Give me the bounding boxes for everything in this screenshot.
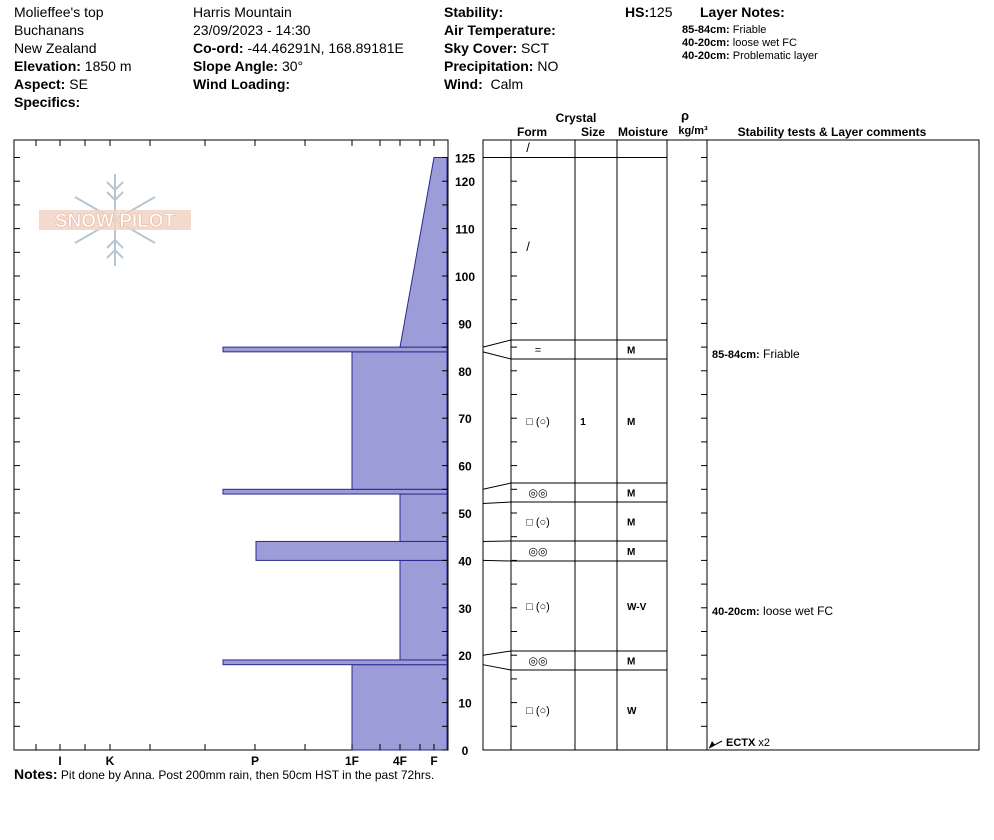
stability-test [726,737,770,749]
sky-value: SCT [521,40,550,56]
depth-tick-label: 50 [458,507,472,521]
elevation-label: Elevation: [14,58,81,74]
moisture-value: M [627,488,636,500]
datetime: 23/09/2023 - 14:30 [193,22,311,38]
layer-comments [709,347,833,749]
hardness-tick-label: I [58,754,62,768]
crystal-form: □ (○) [526,516,550,529]
aspect-value: SE [69,76,88,92]
depth-tick-label: 10 [458,696,472,711]
layer-note-text: Friable [732,24,767,36]
header-density-unit: kg/m³ [678,125,708,137]
depth-tick-label: 120 [454,175,476,190]
depth-tick-label: 70 [458,412,472,427]
wind-loading-label: Wind Loading: [193,76,291,92]
hardness-layer [400,494,447,541]
depth-tick-label: 0 [461,744,469,758]
header-form: Form [517,125,547,139]
layer-note-range: 40-20cm: [682,50,730,62]
snowpilot-logo [39,174,191,266]
hardness-layer [352,352,447,489]
header-crystal: Crystal [555,111,597,125]
layer-comment [712,604,833,618]
depth-tick-label: 30 [458,601,472,616]
coord-label: Co-ord: [193,40,244,56]
stability-label: Stability: [444,4,504,20]
layer-comment-text: loose wet FC [759,604,834,618]
crystal-size: 1 [580,417,586,428]
range-name: Buchanans [14,22,85,38]
moisture-value: M [627,417,636,428]
layer-connector [483,665,511,670]
hardness-tick-label: 1F [344,754,360,768]
layer-note-text: Problematic layer [732,50,818,62]
notes-text: Pit done by Anna. Post 200mm rain, then 50cm HST in the past 72hrs. [60,768,435,782]
sky-label: Sky Cover: [444,40,518,56]
stability-test-result: x2 [755,737,771,749]
layer-connector [483,651,511,655]
crystal-form: / [526,140,530,155]
air-temp-label: Air Temperature: [444,22,556,38]
wind-label: Wind: [444,76,483,92]
layer-note-range: 40-20cm: [682,37,730,49]
stability-test-name: ECTX [726,737,756,749]
crystal-form: □ (○) [526,705,550,717]
crystal-form: □ (○) [526,601,550,613]
crystal-form: □ (○) [526,416,550,428]
layer-connector [483,352,511,359]
moisture-value: M [627,656,636,668]
layer-connector [483,560,511,561]
layer-note-range: 85-84cm: [682,24,730,36]
crystal-form: = [534,344,542,357]
layer-connector [483,483,511,489]
specifics-label: Specifics: [14,94,81,110]
moisture-value: W [627,706,637,717]
depth-tick-label: 125 [454,151,476,166]
moisture-value: M [627,517,636,529]
depth-tick-label: 20 [458,649,472,664]
hardness-layer [400,158,447,348]
hardness-profile [223,158,447,751]
precip-value: NO [537,58,559,74]
crystal-form: ◎◎ [528,546,548,558]
hardness-layer [256,541,447,560]
precip-label: Precipitation: [444,58,534,74]
notes-label: Notes: [14,766,58,782]
hs-value: 125 [649,4,673,20]
header-stability-comments: Stability tests & Layer comments [737,125,927,139]
country-name: New Zealand [14,40,97,56]
layer-comment [712,347,800,361]
wind-value: Calm [490,76,524,92]
logo-text: SNOW PILOT [54,211,176,232]
area-name: Harris Mountain [193,4,292,20]
depth-tick-label: 80 [458,364,472,379]
layer-table-frame [483,140,979,750]
crystal-form: ◎◎ [528,655,548,668]
crystal-form: ◎◎ [528,487,548,500]
hardness-layer [223,660,447,665]
layer-comment-range: 40-20cm: [712,606,760,618]
slope-label: Slope Angle: [193,58,279,74]
layer-notes-title-text: Layer Notes: [700,4,785,20]
hardness-layer [223,347,447,352]
layer-comment-range: 85-84cm: [712,349,760,361]
depth-tick-label: 40 [458,554,472,569]
hardness-layer [223,489,447,494]
hs-label: HS: [625,4,650,20]
layer-note-text: loose wet FC [732,37,797,49]
moisture-value: W-V [627,602,647,613]
layer-connector [483,502,511,504]
elevation-value: 1850 m [84,58,132,74]
hardness-tick-label: 4F [392,754,408,768]
depth-tick-label: 90 [458,317,472,332]
slope-value: 30° [281,58,304,74]
depth-tick-label: 60 [458,459,472,474]
header-moisture: Moisture [617,125,669,139]
coord-value: -44.46291N, 168.89181E [247,40,404,56]
moisture-value: M [627,345,636,357]
hardness-tick-label: K [105,754,115,768]
header-density-symbol: ρ [680,108,690,123]
hardness-layer [400,560,447,660]
hardness-layer [352,665,447,750]
crystal-form: / [526,239,530,254]
aspect-label: Aspect: [14,76,66,92]
header-size: Size [580,125,606,139]
notes [14,766,434,782]
layer-comment-text: Friable [759,347,800,361]
depth-tick-label: 110 [455,222,475,237]
site-name: Molieffee's top [14,4,104,20]
layer-connector [483,340,511,347]
hardness-tick-label: F [430,754,438,768]
depth-tick-label: 100 [454,270,476,284]
hardness-tick-label: P [250,754,260,768]
moisture-value: M [627,547,636,558]
